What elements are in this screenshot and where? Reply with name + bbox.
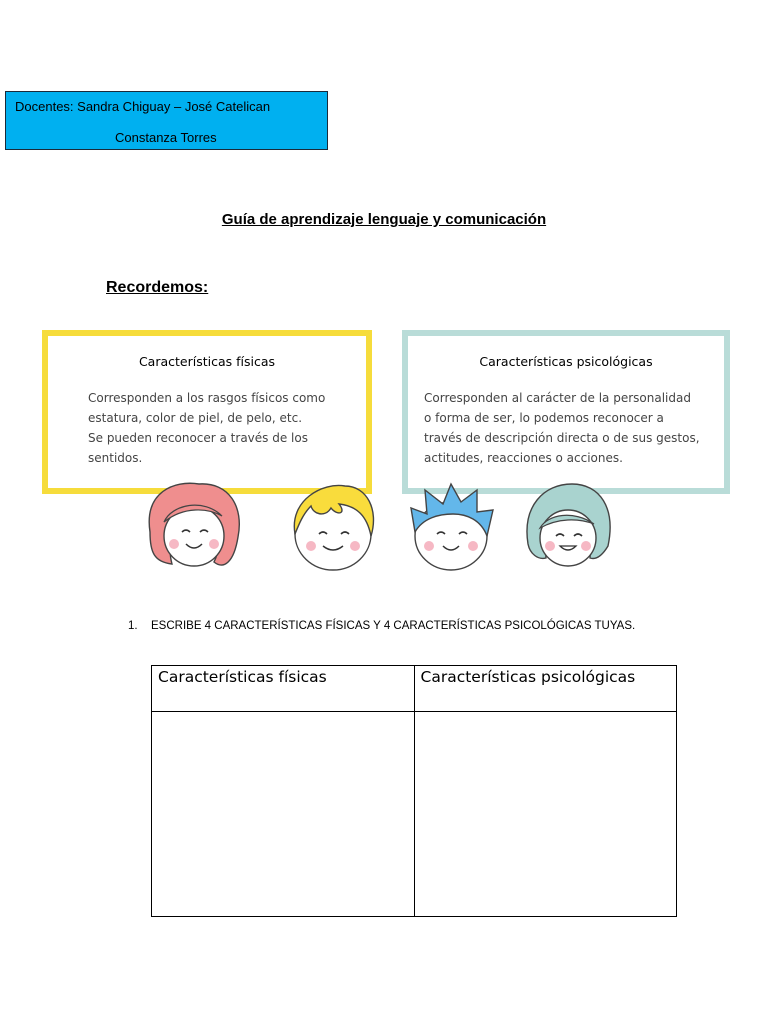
card-psychological [402, 330, 730, 494]
face-red-hair-icon [149, 483, 239, 566]
card-physical-line: estatura, color de piel, de pelo, etc. [88, 411, 303, 425]
card-physical-line: sentidos. [88, 451, 143, 465]
characteristics-illustration [36, 312, 736, 572]
card-psychological-line: través de descripción directa o de sus gestos, [424, 431, 700, 445]
instruction-text: ESCRIBE 4 CARACTERÍSTICAS FÍSICAS Y 4 CARACTERÍSTICAS PSICOLÓGICAS TUYAS. [151, 620, 636, 632]
teachers-line: Docentes: Sandra Chiguay – José Catelican [15, 99, 271, 114]
face-blue-hair-icon [411, 484, 493, 570]
card-psychological-title: Características psicológicas [479, 354, 653, 369]
card-physical-body [88, 388, 356, 468]
table-header-row [152, 666, 677, 712]
instruction-number: 1. [128, 620, 138, 632]
teachers-line-2: Constanza Torres [115, 130, 217, 145]
answer-cell-psychological[interactable] [414, 712, 677, 917]
card-physical [42, 330, 372, 494]
header-physical: Características físicas [152, 666, 415, 712]
card-psychological-body [424, 388, 714, 468]
faces-illustration [36, 472, 736, 572]
section-heading: Recordemos: [106, 279, 209, 296]
instruction-item [128, 620, 635, 632]
card-physical-title: Características físicas [138, 354, 276, 369]
card-psychological-line: actitudes, reacciones o acciones. [424, 451, 623, 465]
header-psychological: Características psicológicas [414, 666, 677, 712]
answer-table [151, 665, 677, 917]
table-row [152, 712, 677, 917]
card-physical-line: Corresponden a los rasgos físicos como [88, 391, 326, 405]
teachers-box [5, 91, 328, 150]
card-psychological-line: Corresponden al carácter de la personalidad [424, 391, 691, 405]
card-physical-line: Se pueden reconocer a través de los [88, 431, 308, 445]
card-psychological-line: o forma de ser, lo podemos reconocer a [424, 411, 664, 425]
answer-cell-physical[interactable] [152, 712, 415, 917]
face-yellow-hair-icon [294, 485, 373, 570]
document-title: Guía de aprendizaje lenguaje y comunicación [221, 211, 547, 228]
face-teal-hair-icon [527, 484, 610, 566]
